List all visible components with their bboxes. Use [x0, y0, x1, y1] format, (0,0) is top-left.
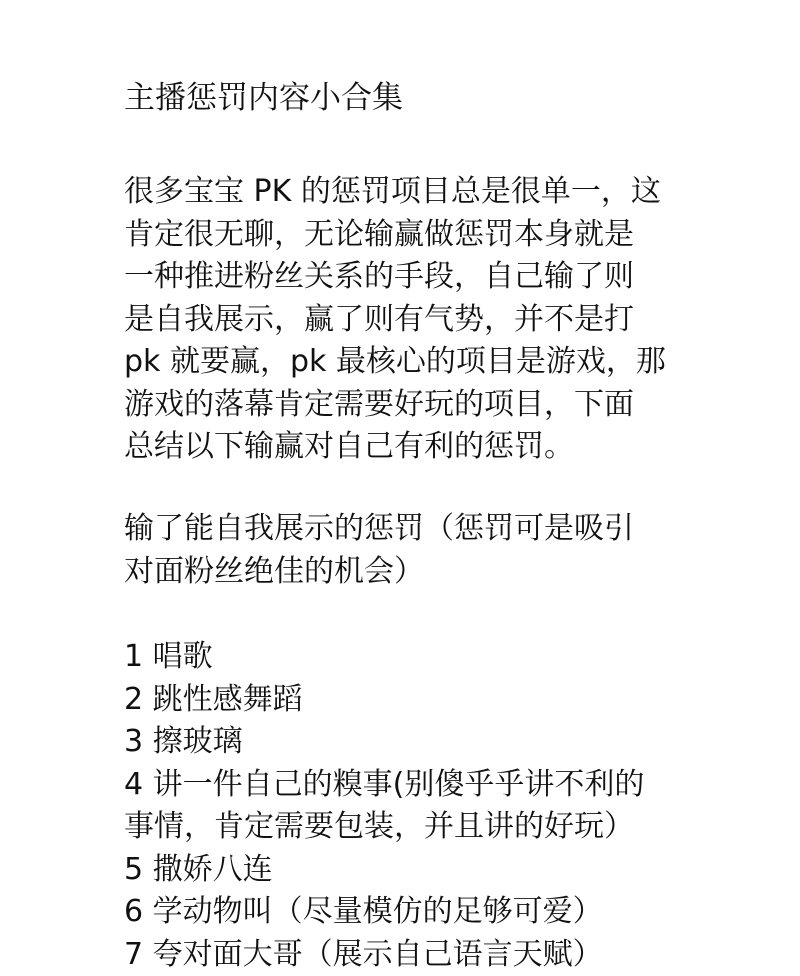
list-item-continuation: 事情，肯定需要包装，并且讲的好玩） [124, 806, 690, 849]
intro-line: 总结以下输赢对自己有利的惩罚。 [124, 426, 690, 469]
document-title: 主播惩罚内容小合集 [124, 76, 403, 120]
intro-line: 很多宝宝 PK 的惩罚项目总是很单一，这 [124, 171, 690, 214]
list-item: 4 讲一件自己的糗事(别傻乎乎讲不利的 [124, 764, 690, 807]
section-heading-line: 输了能自我展示的惩罚（惩罚可是吸引 [124, 508, 690, 551]
list-item: 1 唱歌 [124, 636, 690, 679]
list-item: 3 擦玻璃 [124, 721, 690, 764]
list-item: 2 跳性感舞蹈 [124, 679, 690, 722]
intro-paragraph [124, 171, 690, 469]
section-heading [124, 508, 690, 593]
intro-line: 一种推进粉丝关系的手段，自己输了则 [124, 256, 690, 299]
list-item: 6 学动物叫（尽量模仿的足够可爱） [124, 891, 690, 934]
intro-line: 肯定很无聊，无论输赢做惩罚本身就是 [124, 214, 690, 257]
section-heading-line: 对面粉丝绝佳的机会） [124, 551, 690, 594]
intro-line: pk 就要赢，pk 最核心的项目是游戏，那 [124, 341, 690, 384]
intro-line: 游戏的落幕肯定需要好玩的项目，下面 [124, 384, 690, 427]
intro-line: 是自我展示，赢了则有气势，并不是打 [124, 299, 690, 342]
list-item: 7 夸对面大哥（展示自己语言天赋） [124, 934, 690, 976]
punishment-list [124, 636, 690, 976]
list-item: 5 撒娇八连 [124, 849, 690, 892]
